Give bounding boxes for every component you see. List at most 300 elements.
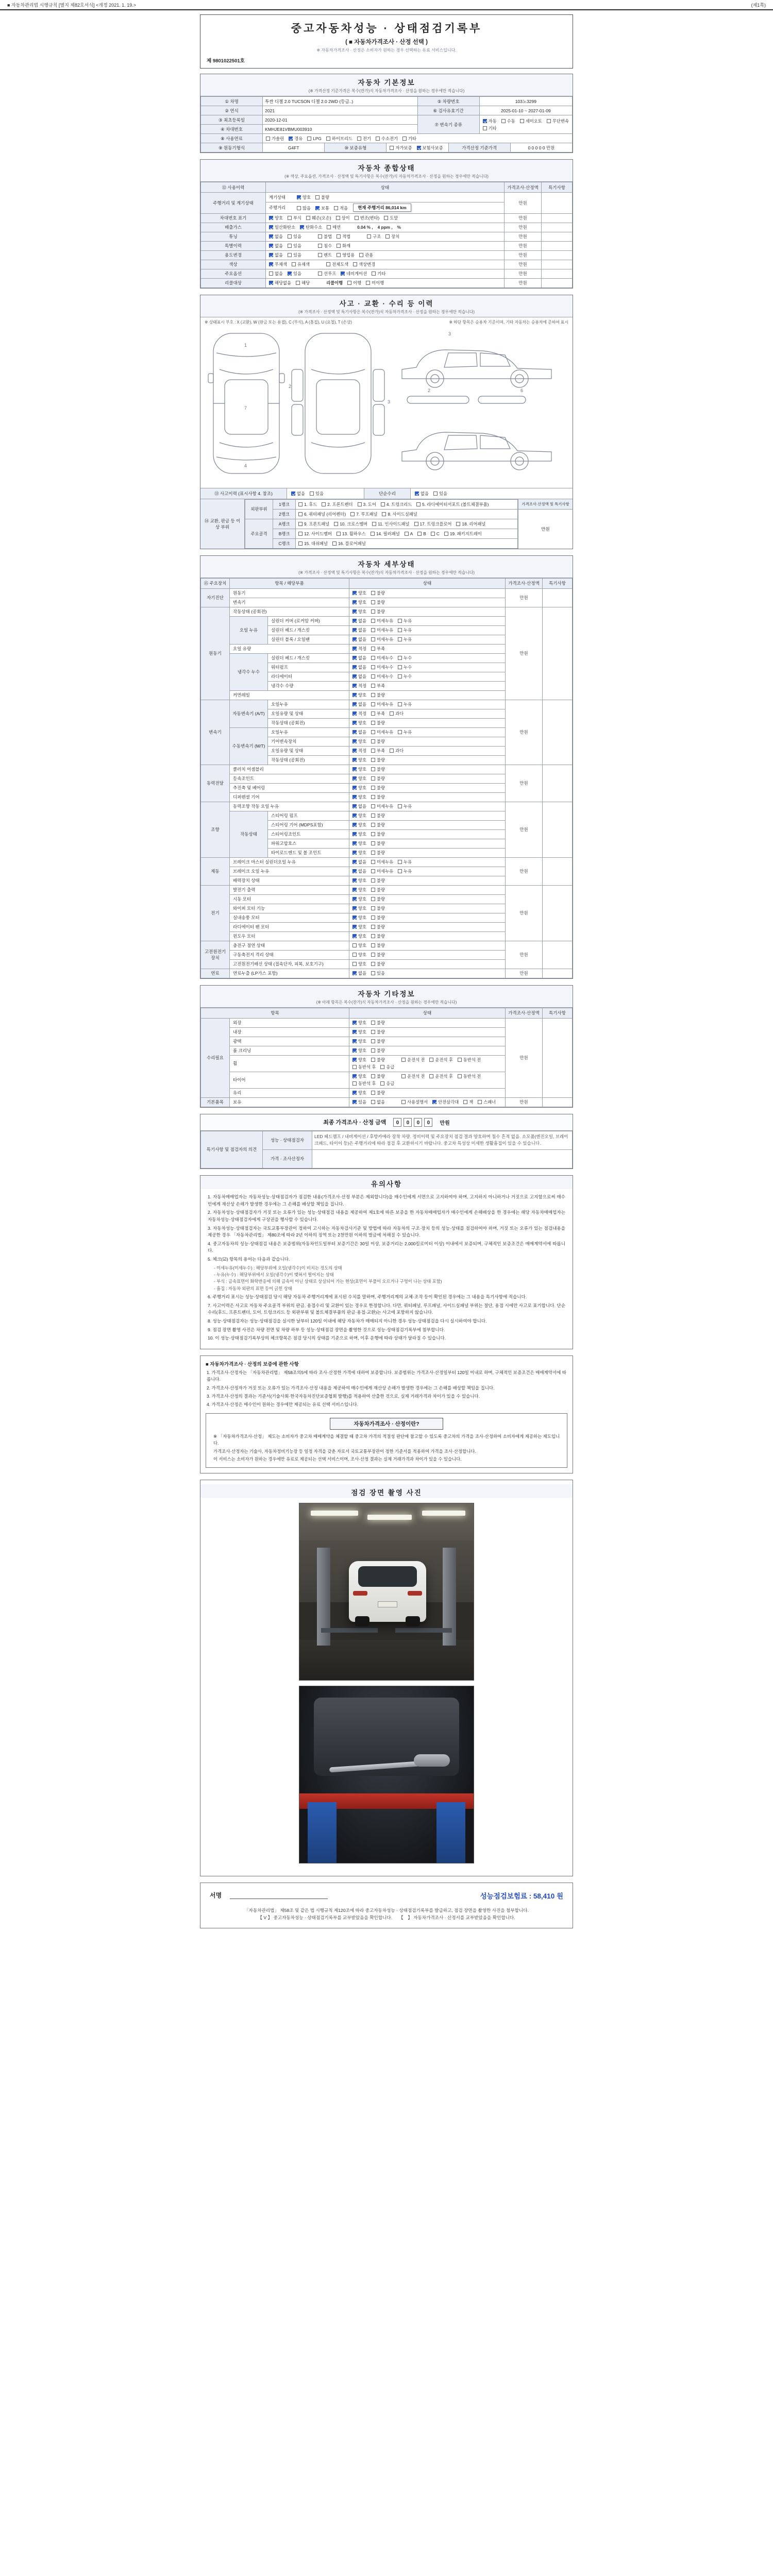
checkbox-option[interactable] (352, 748, 366, 754)
rank-label: C랭크 (273, 538, 296, 548)
checkbox-option[interactable] (371, 877, 385, 884)
checkbox-option[interactable] (380, 1064, 394, 1070)
checkbox-option[interactable] (371, 1057, 385, 1063)
checkbox-option[interactable] (352, 636, 366, 642)
checkbox-option[interactable] (352, 729, 366, 735)
checkbox-option[interactable] (352, 1057, 366, 1063)
checkbox-option[interactable] (444, 531, 482, 537)
checked-box-icon (432, 1100, 436, 1104)
checkbox-option[interactable] (352, 942, 366, 948)
checkbox-option[interactable] (352, 1073, 366, 1079)
option-label: 양호 (358, 739, 367, 744)
checkbox-option[interactable] (371, 887, 385, 893)
checkbox-option[interactable] (352, 850, 366, 856)
checkbox-option[interactable] (398, 627, 412, 633)
option-label: 과다 (395, 748, 404, 754)
unchecked-box-icon (405, 532, 409, 536)
checkbox-option[interactable] (371, 766, 385, 772)
checkbox-option[interactable] (269, 252, 283, 258)
option-label: 전체도색 (332, 262, 349, 267)
checkbox-option[interactable] (371, 655, 393, 661)
checkbox-option[interactable] (352, 877, 366, 884)
checkbox-option[interactable] (371, 775, 385, 782)
rank-row (245, 538, 518, 548)
checkbox-option[interactable] (288, 252, 301, 258)
checkbox-option[interactable] (463, 1099, 473, 1105)
checkbox-option[interactable] (401, 1057, 425, 1063)
unchecked-box-icon (371, 721, 375, 725)
checkbox-option[interactable] (371, 627, 393, 633)
checkbox-option[interactable] (288, 270, 301, 277)
checkbox-option[interactable] (352, 961, 366, 967)
form-reference: ■ 자동차관리법 시행규칙 [별지 제82호서식] <개정 2021. 1. 19.> (7, 3, 136, 8)
checked-box-icon (352, 1058, 357, 1062)
checkbox-option[interactable] (371, 608, 385, 615)
column-note: 특기사항 (543, 1008, 573, 1018)
checkbox-option[interactable] (385, 233, 399, 240)
checkbox-option[interactable] (371, 599, 385, 605)
checkbox-option[interactable] (300, 224, 322, 230)
checkbox-option[interactable] (352, 766, 366, 772)
checkbox-option[interactable] (298, 501, 317, 507)
note-cell (543, 802, 573, 857)
checkbox-option[interactable] (318, 252, 332, 258)
checkbox-option[interactable] (398, 655, 412, 661)
checkbox-option[interactable] (429, 1057, 452, 1063)
unchecked-box-icon (359, 253, 363, 257)
checkbox-option[interactable] (380, 1080, 394, 1087)
checkbox-option[interactable] (372, 521, 409, 527)
checkbox-option[interactable] (291, 490, 305, 497)
checkbox-option[interactable] (384, 215, 398, 221)
checkbox-option[interactable] (371, 729, 393, 735)
status-cell (349, 700, 506, 709)
option-label: 선루프 (324, 271, 337, 277)
checkbox-group (352, 692, 385, 698)
checkbox-option[interactable] (352, 710, 366, 717)
checkbox-option[interactable] (371, 748, 385, 754)
checkbox-option[interactable] (326, 261, 348, 267)
checkbox-option[interactable] (371, 1073, 385, 1079)
checkbox-option[interactable] (352, 822, 366, 828)
field-label-inspection-period: ⑥ 검사유효기간 (417, 106, 479, 115)
device-row (201, 607, 573, 616)
checkbox-option[interactable] (381, 501, 412, 507)
checkbox-option[interactable] (371, 646, 385, 652)
checkbox-option[interactable] (352, 1064, 376, 1070)
checkbox-option[interactable] (269, 270, 283, 277)
checkbox-option[interactable] (398, 636, 412, 642)
checkbox-option[interactable] (372, 270, 385, 277)
checkbox-option[interactable] (352, 1047, 366, 1054)
checkbox-option[interactable] (352, 627, 366, 633)
checkbox-option[interactable] (334, 521, 367, 527)
checkbox-option[interactable] (390, 145, 412, 151)
checkbox-option[interactable] (352, 896, 366, 902)
unchecked-box-icon (371, 647, 375, 651)
checkbox-option[interactable] (371, 896, 385, 902)
checkbox-option[interactable] (352, 840, 366, 846)
checkbox-option[interactable] (307, 136, 322, 141)
status-cell (349, 644, 506, 653)
checkbox-option[interactable] (371, 590, 385, 596)
checkbox-option[interactable] (390, 710, 404, 717)
checkbox-option[interactable] (297, 205, 311, 211)
checkbox-option[interactable] (352, 1080, 376, 1087)
checkbox-option[interactable] (352, 803, 366, 809)
checkbox-option[interactable] (371, 1029, 385, 1035)
checkbox-option[interactable] (371, 840, 385, 846)
signature-line[interactable] (230, 1892, 328, 1899)
performance-inspector-label: 성능 · 상태점검자 (263, 1131, 312, 1149)
checkbox-option[interactable] (371, 942, 385, 948)
price-digit-box: 0 (414, 1118, 422, 1127)
item-label: 타이어 (230, 1072, 349, 1088)
checkbox-option[interactable] (352, 1038, 366, 1044)
checkbox-option[interactable] (352, 720, 366, 726)
checkbox-option[interactable] (352, 970, 366, 976)
checkbox-option[interactable] (334, 205, 348, 211)
checkbox-option[interactable] (371, 933, 385, 939)
simple-repair-label: 단순수리 (364, 488, 411, 499)
checkbox-option[interactable] (289, 135, 303, 142)
unchecked-box-icon (371, 739, 375, 743)
checkbox-option[interactable] (337, 243, 350, 249)
option-label: 양호 (275, 215, 283, 221)
checkbox-option[interactable] (352, 608, 366, 615)
checkbox-option[interactable] (371, 822, 385, 828)
checkbox-option[interactable] (352, 952, 366, 958)
checkbox-option[interactable] (352, 794, 366, 800)
checkbox-option[interactable] (326, 135, 352, 142)
ceiling-light (311, 1511, 358, 1516)
unchecked-box-icon (398, 619, 402, 623)
checkbox-option[interactable] (352, 859, 366, 865)
checkbox-option[interactable] (322, 501, 352, 507)
checkbox-option[interactable] (266, 135, 284, 142)
checkbox-option[interactable] (353, 261, 375, 267)
checkbox-option[interactable] (332, 540, 366, 547)
option-label: 잭 (469, 1099, 474, 1105)
checkbox-group (352, 840, 385, 846)
checkbox-option[interactable] (376, 135, 398, 142)
checkbox-option[interactable] (371, 831, 385, 837)
checkbox-option[interactable] (371, 905, 385, 911)
unchecked-box-icon (371, 897, 375, 901)
checkbox-option[interactable] (371, 868, 393, 874)
document-header (200, 14, 573, 69)
checkbox-option[interactable] (298, 540, 328, 547)
checkbox-option[interactable] (269, 215, 283, 221)
checkbox-option[interactable] (371, 924, 385, 930)
checkbox-option[interactable] (432, 1099, 459, 1105)
checkbox-option[interactable] (398, 701, 412, 707)
checked-box-icon (352, 1021, 357, 1025)
checkbox-option[interactable] (288, 243, 301, 249)
item-label: 라디에이터 (268, 672, 349, 681)
item-label: 커먼레일 (230, 690, 349, 700)
checkbox-group (269, 224, 401, 230)
option-label: 많음 (303, 206, 311, 211)
checkbox-option[interactable] (401, 1073, 425, 1079)
item-group-label: 자동변속기 (A/T) (230, 700, 268, 727)
checkbox-option[interactable] (382, 511, 417, 517)
checkbox-option[interactable] (431, 531, 440, 536)
checkbox-option[interactable] (371, 738, 385, 744)
checkbox-option[interactable] (347, 280, 361, 286)
checkbox-option[interactable] (398, 664, 412, 670)
unchecked-box-icon (382, 512, 386, 516)
checkbox-option[interactable] (352, 738, 366, 744)
option-label: 불량 (377, 600, 385, 605)
checkbox-option[interactable] (371, 710, 385, 717)
checkbox-option[interactable] (371, 1099, 385, 1105)
checkbox-option[interactable] (352, 812, 366, 819)
item-label: 작동상태 (공회전) (230, 607, 349, 616)
checkbox-option[interactable] (352, 646, 366, 652)
checkbox-option[interactable] (352, 775, 366, 782)
unchecked-box-icon (401, 1100, 406, 1104)
option-label: 유채색 (297, 262, 310, 267)
item-label: 작동상태 (공회전) (268, 755, 349, 765)
checkbox-option[interactable] (352, 831, 366, 837)
checkbox-option[interactable] (297, 194, 311, 200)
checkbox-option[interactable] (417, 531, 426, 536)
checkbox-option[interactable] (458, 1073, 481, 1079)
checkbox-option[interactable] (371, 683, 385, 689)
checkbox-option[interactable] (371, 785, 385, 791)
checkbox-option[interactable] (288, 215, 301, 221)
checkbox-option[interactable] (352, 924, 366, 930)
photo-floor (299, 1640, 474, 1680)
checkbox-option[interactable] (367, 233, 381, 240)
unchecked-box-icon (371, 860, 375, 864)
guarantee-heading: ■ 자동차가격조사 · 산정의 보증에 관한 사항 (206, 1362, 299, 1368)
checkbox-option[interactable] (269, 243, 283, 249)
checkbox-option[interactable] (371, 531, 400, 537)
checkbox-option[interactable] (315, 205, 329, 211)
checkbox-option[interactable] (269, 261, 287, 267)
checkbox-option[interactable] (352, 1099, 366, 1105)
checkbox-option[interactable] (318, 243, 332, 249)
checkbox-option[interactable] (371, 673, 393, 680)
unchecked-box-icon (371, 1039, 375, 1043)
status-cell (349, 727, 506, 737)
checkbox-option[interactable] (371, 720, 385, 726)
unchecked-box-icon (398, 730, 402, 734)
checkbox-option[interactable] (478, 1099, 496, 1105)
checkbox-option[interactable] (296, 280, 310, 286)
opinion-label: 특기사항 및 점검자의 의견 (201, 1131, 263, 1168)
unchecked-box-icon (269, 272, 273, 276)
checkbox-option[interactable] (352, 664, 366, 670)
checkbox-option[interactable] (298, 531, 332, 537)
unchecked-box-icon (371, 1048, 375, 1053)
checkbox-option[interactable] (337, 233, 350, 240)
notices-list (200, 1189, 573, 1349)
status-cell (349, 598, 506, 607)
option-label: 부식 (293, 215, 302, 221)
checkbox-option[interactable] (269, 280, 291, 286)
checkbox-option[interactable] (352, 905, 366, 911)
checkbox-option[interactable] (352, 1029, 366, 1035)
status-cell (349, 690, 506, 700)
checkbox-option[interactable] (414, 521, 452, 527)
checkbox-option[interactable] (350, 511, 377, 517)
option-label: 불량 (377, 934, 385, 939)
checkbox-option[interactable] (371, 692, 385, 698)
checkbox-option[interactable] (269, 224, 295, 230)
checkbox-group (352, 942, 385, 948)
checkbox-option[interactable] (371, 914, 385, 921)
device-label: 전기 (201, 885, 230, 941)
checkbox-option[interactable] (398, 729, 412, 735)
checkbox-option[interactable] (352, 1020, 366, 1026)
guarantee-item: 3. 가격조사·산정의 결과는 기준서(기술사회·한국자동차진단보증협회 발행)를 적용하여 산출한 것으로, 실제 거래가격과 차이가 있을 수 있습니다. (207, 1393, 480, 1399)
checkbox-option[interactable] (371, 1020, 385, 1026)
checkbox-option[interactable] (458, 1057, 481, 1063)
status-cell (349, 885, 506, 894)
checkbox-option[interactable] (405, 531, 413, 536)
checkbox-option[interactable] (483, 118, 497, 124)
checkbox-option[interactable] (352, 1090, 366, 1096)
checkbox-option[interactable] (371, 1047, 385, 1054)
checkbox-option[interactable] (337, 252, 355, 258)
checkbox-option[interactable] (352, 757, 366, 763)
checkbox-option[interactable] (417, 145, 443, 151)
checked-box-icon (352, 730, 357, 734)
checkbox-option[interactable] (416, 501, 489, 507)
checkbox-option[interactable] (371, 1038, 385, 1044)
checkbox-option[interactable] (310, 490, 324, 497)
checkbox-option[interactable] (398, 618, 412, 624)
checkbox-option[interactable] (371, 794, 385, 800)
checkbox-option[interactable] (269, 233, 283, 240)
checkbox-option[interactable] (352, 683, 366, 689)
checkbox-option[interactable] (355, 215, 380, 221)
checkbox-option[interactable] (352, 868, 366, 874)
option-label: 불량 (377, 767, 385, 772)
checkbox-option[interactable] (371, 757, 385, 763)
checkbox-option[interactable] (337, 531, 366, 537)
checkbox-option[interactable] (366, 280, 384, 286)
note-cell (542, 241, 573, 250)
checkbox-option[interactable] (352, 701, 366, 707)
checkbox-option[interactable] (298, 511, 346, 517)
lift-arm-left (321, 1628, 378, 1633)
checkbox-option[interactable] (390, 748, 404, 754)
checkbox-option[interactable] (371, 1090, 385, 1096)
status-cell (349, 783, 506, 792)
checkbox-option[interactable] (371, 636, 393, 642)
item-label: 유리 (230, 1088, 349, 1097)
checkbox-option[interactable] (415, 490, 429, 497)
checkbox-option[interactable] (398, 803, 412, 809)
checkbox-option[interactable] (357, 135, 371, 142)
option-label: 미세누수 (377, 665, 394, 670)
section-other-info (200, 985, 573, 1108)
checkbox-option[interactable] (352, 599, 366, 605)
checkbox-option[interactable] (352, 887, 366, 893)
status-cell (349, 857, 506, 867)
checkbox-option[interactable] (371, 701, 393, 707)
checkbox-option[interactable] (520, 118, 542, 124)
rank-row (245, 509, 518, 519)
checkbox-option[interactable] (371, 859, 393, 865)
checkbox-option[interactable] (402, 135, 416, 142)
final-price-label: 최종 가격조사 · 산정 금액 (323, 1120, 386, 1126)
checkbox-option[interactable] (318, 233, 332, 240)
checkbox-option[interactable] (288, 233, 301, 240)
status-cell (349, 867, 506, 876)
checkbox-option[interactable] (371, 664, 393, 670)
checkbox-option[interactable] (336, 215, 350, 221)
checkbox-option[interactable] (352, 933, 366, 939)
option-label: 해당없음 (275, 280, 292, 286)
checkbox-option[interactable] (371, 850, 385, 856)
checkbox-option[interactable] (327, 224, 341, 230)
notice-item: 8. 성능·상태점검자는 성능·상태점검을 실시한 날부터 120일 이내에 해당 자동차가 매매되지 아니한 경우 성능·상태점검을 다시 실시하여야 합니다. (208, 1318, 487, 1324)
checkbox-option[interactable] (398, 859, 412, 865)
checkbox-option[interactable] (359, 252, 373, 258)
checkbox-option[interactable] (547, 118, 569, 124)
checkbox-option[interactable] (433, 490, 447, 497)
checkbox-option[interactable] (315, 194, 329, 200)
checkbox-option[interactable] (358, 501, 376, 507)
checkbox-option[interactable] (352, 590, 366, 596)
checkbox-option[interactable] (501, 118, 515, 124)
checkbox-option[interactable] (341, 270, 367, 277)
checked-box-icon (352, 711, 357, 716)
checkbox-option[interactable] (429, 1073, 452, 1079)
checkbox-option[interactable] (352, 785, 366, 791)
checkbox-group (298, 501, 489, 507)
checkbox-option[interactable] (298, 521, 329, 527)
unchecked-box-icon (398, 860, 402, 864)
unchecked-box-icon (380, 1065, 384, 1069)
checkbox-option[interactable] (483, 125, 497, 131)
svg-text:2: 2 (289, 383, 292, 389)
checkbox-option[interactable] (352, 655, 366, 661)
checkbox-option[interactable] (401, 1099, 428, 1105)
checkbox-option[interactable] (371, 618, 393, 624)
checkbox-option[interactable] (352, 618, 366, 624)
checkbox-option[interactable] (456, 521, 485, 527)
checkbox-option[interactable] (371, 803, 393, 809)
checkbox-option[interactable] (371, 970, 385, 976)
checkbox-option[interactable] (398, 868, 412, 874)
checkbox-option[interactable] (398, 673, 412, 680)
checkbox-option[interactable] (306, 215, 331, 221)
option-label: 양호 (358, 794, 367, 800)
price-cell: 만원 (506, 1018, 543, 1097)
checkbox-option[interactable] (371, 952, 385, 958)
option-label: 운전석 전 (407, 1057, 425, 1063)
table-row (201, 134, 573, 143)
accident-price-value: 만원 (541, 526, 550, 532)
checkbox-option[interactable] (352, 914, 366, 921)
checkbox-option[interactable] (352, 673, 366, 680)
option-label: 불량 (377, 1039, 385, 1044)
checkbox-option[interactable] (371, 961, 385, 967)
option-label: 양호 (358, 776, 367, 782)
checkbox-option[interactable] (371, 812, 385, 819)
checkbox-group (352, 618, 412, 624)
checkbox-option[interactable] (352, 692, 366, 698)
checkbox-option[interactable] (318, 270, 336, 277)
checkbox-option[interactable] (292, 261, 310, 267)
svg-text:3: 3 (388, 399, 391, 404)
